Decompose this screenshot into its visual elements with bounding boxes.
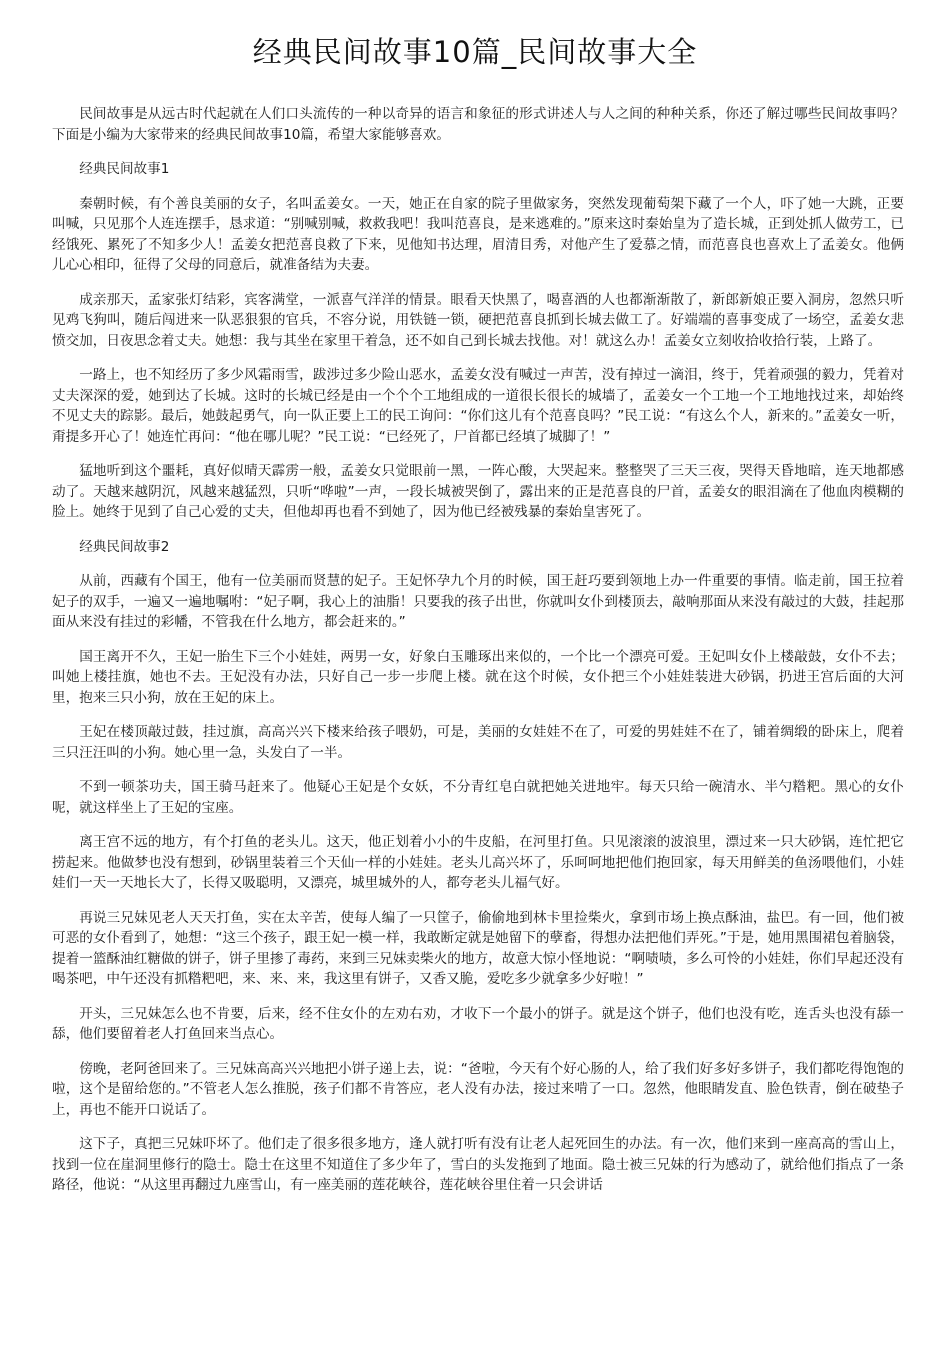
- story-paragraph: 这下子，真把三兄妹吓坏了。他们走了很多很多地方，逢人就打听有没有让老人起死回生的办法。有一次，他们来到一座高高的雪山上，找到一位在崖洞里修行的隐士。隐士在这里不知道住了多少年了，雪白的头发拖到了地面。隐士被三兄妹的行为感动了，就给他们指点了一条路径，他说：“从这里再翻过九座雪山，有一座美丽的莲花峡谷，莲花峡谷里住着一只会讲话: [52, 1136, 904, 1193]
- document-title: 经典民间故事10篇_民间故事大全: [252, 35, 698, 69]
- intro-paragraph: 民间故事是从远古时代起就在人们口头流传的一种以奇异的语言和象征的形式讲述人与人之间的种种关系，你还了解过哪些民间故事吗？下面是小编为大家带来的经典民间故事10篇，希望大家能够喜欢。: [52, 106, 904, 143]
- story-paragraph: 从前，西藏有个国王，他有一位美丽而贤慧的妃子。王妃怀孕九个月的时候，国王赶巧要到领地上办一件重要的事情。临走前，国王拉着妃子的双手，一遍又一遍地嘱咐：“妃子啊，我心上的油脂！只要我的孩子出世，你就叫女仆到楼顶去，敲响那面从来没有敲过的大鼓，挂起那面从来没有挂过的彩幡，不管我在什么地方，都会赶来的。”: [52, 573, 904, 630]
- story-paragraph: 猛地听到这个噩耗，真好似晴天霹雳一般，孟姜女只觉眼前一黑，一阵心酸，大哭起来。整整哭了三天三夜，哭得天昏地暗，连天地都感动了。天越来越阴沉，风越来越猛烈，只听“哗啦”一声，一段长城被哭倒了，露出来的正是范喜良的尸首，孟姜女的眼泪滴在了他血肉模糊的脸上。她终于见到了自己心爱的丈夫，但他却再也看不到她了，因为他已经被残暴的秦始皇害死了。: [52, 463, 904, 520]
- story-paragraph: 王妃在楼顶敲过鼓，挂过旗，高高兴兴下楼来给孩子喂奶，可是，美丽的女娃娃不在了，可爱的男娃娃不在了，铺着绸缎的卧床上，爬着三只汪汪叫的小狗。她心里一急，头发白了一半。: [52, 724, 904, 761]
- story-paragraph: 不到一顿茶功夫，国王骑马赶来了。他疑心王妃是个女妖，不分青红皂白就把她关进地牢。每天只给一碗清水、半勺糌粑。黑心的女仆呢，就这样坐上了王妃的宝座。: [52, 779, 904, 816]
- story-paragraph: 离王宫不远的地方，有个打鱼的老头儿。这天，他正划着小小的牛皮船，在河里打鱼。只见滚滚的波浪里，漂过来一只大砂锅，连忙把它捞起来。他做梦也没有想到，砂锅里装着三个天仙一样的小娃娃。老头儿高兴坏了，乐呵呵地把他们抱回家，每天用鲜美的鱼汤喂他们，小娃娃们一天一天地长大了，长得又吸聪明，又漂亮，城里城外的人，都夸老头儿福气好。: [52, 834, 904, 891]
- story-paragraph: 再说三兄妹见老人天天打鱼，实在太辛苦，使每人编了一只筐子，偷偷地到林卡里捡柴火，拿到市场上换点酥油，盐巴。有一回，他们被可恶的女仆看到了，她想：“这三个孩子，跟王妃一模一样，我敢断定就是她留下的孽畜，得想办法把他们弄死。”于是，她用黑围裙包着脑袋，提着一篮酥油红糖做的饼子，饼子里掺了毒药，来到三兄妹卖柴火的地方，故意大惊小怪地说：“啊啧啧，多么可怜的小娃娃，你们早起还没有喝茶吧，中午还没有抓糌粑吧，来、来、来，我这里有饼子，又香又脆，爱吃多少就拿多少好啦！”: [52, 909, 904, 987]
- story-paragraph: 开头，三兄妹怎么也不肯要，后来，经不住女仆的左劝右劝，才收下一个最小的饼子。就是这个饼子，他们也没有吃，连舌头也没有舔一舔，他们要留着老人打鱼回来当点心。: [52, 1005, 904, 1042]
- article-body: [52, 104, 904, 1210]
- story-paragraph: 秦朝时候，有个善良美丽的女子，名叫孟姜女。一天，她正在自家的院子里做家务，突然发现葡萄架下藏了一个人，吓了她一大跳，正要叫喊，只见那个人连连摆手，恳求道：“别喊别喊，救救我吧！我叫范喜良，是来逃难的。”原来这时秦始皇为了造长城，正到处抓人做劳工，已经饿死、累死了不知多少人！孟姜女把范喜良救了下来，见他知书达理，眉清目秀，对他产生了爱慕之情，而范喜良也喜欢上了孟姜女。他俩儿心心相印，征得了父母的同意后，就准备结为夫妻。: [52, 195, 904, 273]
- story-paragraph: 傍晚，老阿爸回来了。三兄妹高高兴兴地把小饼子递上去，说：“爸啦，今天有个好心肠的人，给了我们好多好多饼子，我们都吃得饱饱的啦，这个是留给您的。”不管老人怎么推脱，孩子们都不肯答应，老人没有办法，接过来啃了一口。忽然，他眼睛发直、脸色铁青，倒在破垫子上，再也不能开口说话了。: [52, 1060, 904, 1118]
- story-paragraph: 国王离开不久，王妃一胎生下三个小娃娃，两男一女，好象白玉雕琢出来似的，一个比一个漂亮可爱。王妃叫女仆上楼敲鼓，女仆不去；叫她上楼挂旗，她也不去。王妃没有办法，只好自己一步一步爬上楼。就在这个时候，女仆把三个小娃娃装进大砂锅，扔进王宫后面的大河里，抱来三只小狗，放在王妃的床上。: [52, 648, 904, 706]
- story-2-heading: 经典民间故事2: [79, 538, 170, 555]
- story-paragraph: 一路上，也不知经历了多少风霜雨雪，跋涉过多少险山恶水，孟姜女没有喊过一声苦，没有掉过一滴泪，终于，凭着顽强的毅力，凭着对丈夫深深的爱，她到达了长城。这时的长城已经是由一个个个工地组成的一道很长很长的城墙了，孟姜女一个工地一个工地地找过来，却始终不见丈夫的踪影。最后，她鼓起勇气，向一队正要上工的民工询问：“你们这儿有个范喜良吗？”民工说：“有这么个人，新来的。”孟姜女一听，甭提多开心了！她连忙再问：“他在哪儿呢？”民工说：“已经死了，尸首都已经填了城脚了！”: [52, 367, 904, 445]
- story-paragraph: 成亲那天，孟家张灯结彩，宾客满堂，一派喜气洋洋的情景。眼看天快黑了，喝喜酒的人也都渐渐散了，新郎新娘正要入洞房，忽然只听见鸡飞狗叫，随后闯进来一队恶狠狠的官兵，不容分说，用铁链一锁，硬把范喜良抓到长城去做工了。好端端的喜事变成了一场空，孟姜女悲愤交加，日夜思念着丈夫。她想：我与其坐在家里干着急，还不如自己到长城去找他。对！就这么办！孟姜女立刻收拾收拾行装，上路了。: [52, 291, 904, 349]
- story-1-heading: 经典民间故事1: [79, 161, 170, 177]
